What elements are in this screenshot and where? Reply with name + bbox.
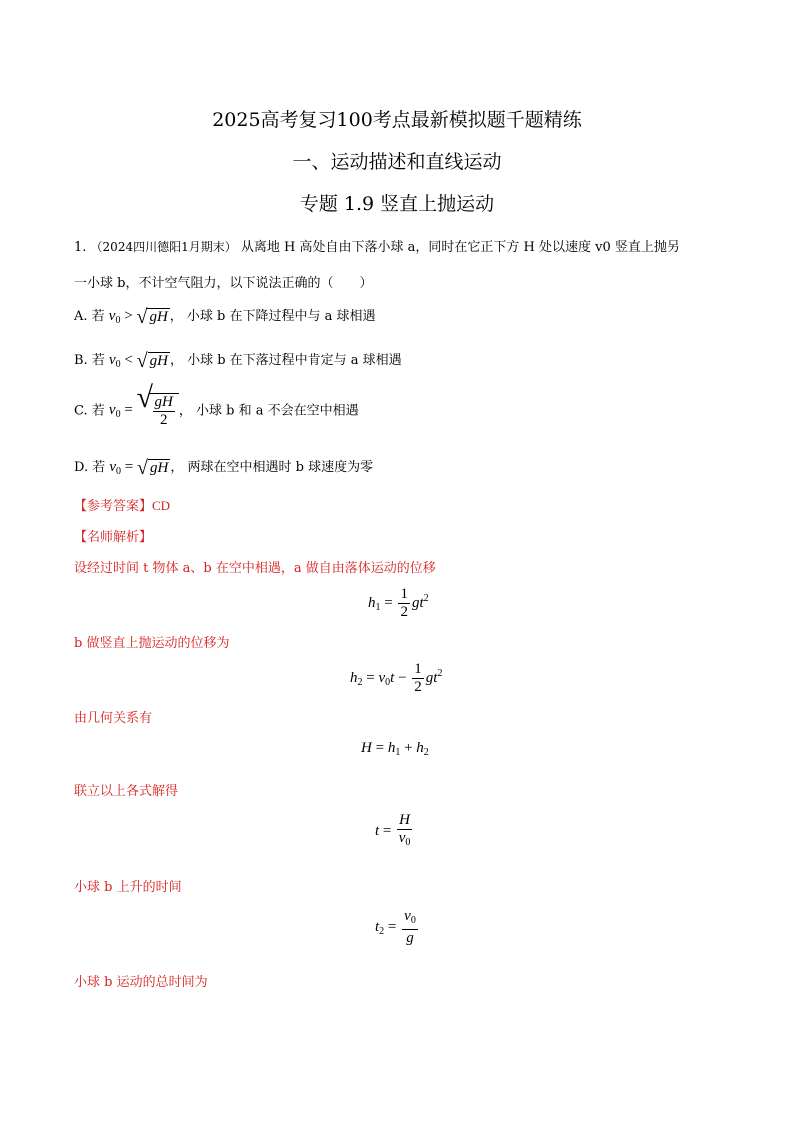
equation-h1: $h_1$ = $\frac{1}{2}$ $gt^2$ <box>368 586 429 620</box>
option-d-text: 两球在空中相遇时 b 球速度为零 <box>187 460 374 475</box>
equation-h-sum: $H = h_1 + h_2$ <box>361 740 429 758</box>
option-d-formula: $v_0$ = √ gH <box>109 456 169 479</box>
option-c-formula: $v_0$ = √ $\frac{gH}{2}$ <box>109 402 179 418</box>
option-b-label: B. <box>74 353 88 368</box>
answer-label: 【参考答案】 <box>74 499 153 514</box>
option-a-formula: $v_0$ > √ gH <box>108 305 168 328</box>
question-source: （2024四川德阳1月期末） <box>90 240 237 254</box>
question-line-1 <box>74 236 680 255</box>
equation-h2: $h_2 = v_0t$ − $\frac{1}{2}$ $gt^2$ <box>350 661 443 695</box>
option-d: D. 若 $v_0$ = √ gH ， 两球在空中相遇时 b 球速度为零 <box>74 456 374 479</box>
option-b-text: 小球 b 在下落过程中肯定与 a 球相遇 <box>187 353 402 368</box>
option-a: A. 若 $v_0$ > √ gH ， 小球 b 在下降过程中与 a 球相遇 <box>74 305 376 328</box>
analysis-step-4: 联立以上各式解得 <box>74 784 179 799</box>
analysis-step-6: 小球 b 运动的总时间为 <box>74 975 208 990</box>
document-title: 2025高考复习100考点最新模拟题千题精练 <box>212 109 582 131</box>
analysis-step-5: 小球 b 上升的时间 <box>74 880 182 895</box>
topic-heading: 专题 1.9 竖直上抛运动 <box>299 193 495 215</box>
question-stem: 从离地 H 高处自由下落小球 a，同时在它正下方 H 处以速度 v0 竖直上抛另 <box>240 240 680 255</box>
option-d-label: D. <box>74 460 89 475</box>
option-c: C. 若 $v_0$ = √ $\frac{gH}{2}$ ， 小球 b 和 a 不会在空中相遇 <box>74 381 359 428</box>
option-b-formula: $v_0$ < √ gH <box>108 349 168 372</box>
option-a-text: 小球 b 在下降过程中与 a 球相遇 <box>186 309 376 324</box>
equation-t: t = $\frac{H}{v_0}$ <box>375 812 411 848</box>
answer-value: CD <box>152 498 171 513</box>
option-a-label: A. <box>74 309 88 324</box>
analysis-step-1: 设经过时间 t 物体 a、b 在空中相遇，a 做自由落体运动的位移 <box>74 561 436 576</box>
analysis-step-2: b 做竖直上抛运动的位移为 <box>74 636 230 651</box>
option-c-label: C. <box>74 403 88 419</box>
chapter-heading: 一、运动描述和直线运动 <box>292 151 502 173</box>
option-c-text: 小球 b 和 a 不会在空中相遇 <box>196 403 359 419</box>
equation-t2: $t_2$ = $\frac{v_0}{g}$ <box>375 908 416 946</box>
option-b: B. 若 $v_0$ < √ gH ， 小球 b 在下落过程中肯定与 a 球相遇 <box>74 349 402 372</box>
question-number: 1. <box>74 240 87 255</box>
answer-line <box>74 495 170 514</box>
analysis-label: 【名师解析】 <box>74 530 153 545</box>
question-line-2: 一小球 b，不计空气阻力，以下说法正确的（ ） <box>74 276 373 291</box>
analysis-step-3: 由几何关系有 <box>74 711 153 726</box>
